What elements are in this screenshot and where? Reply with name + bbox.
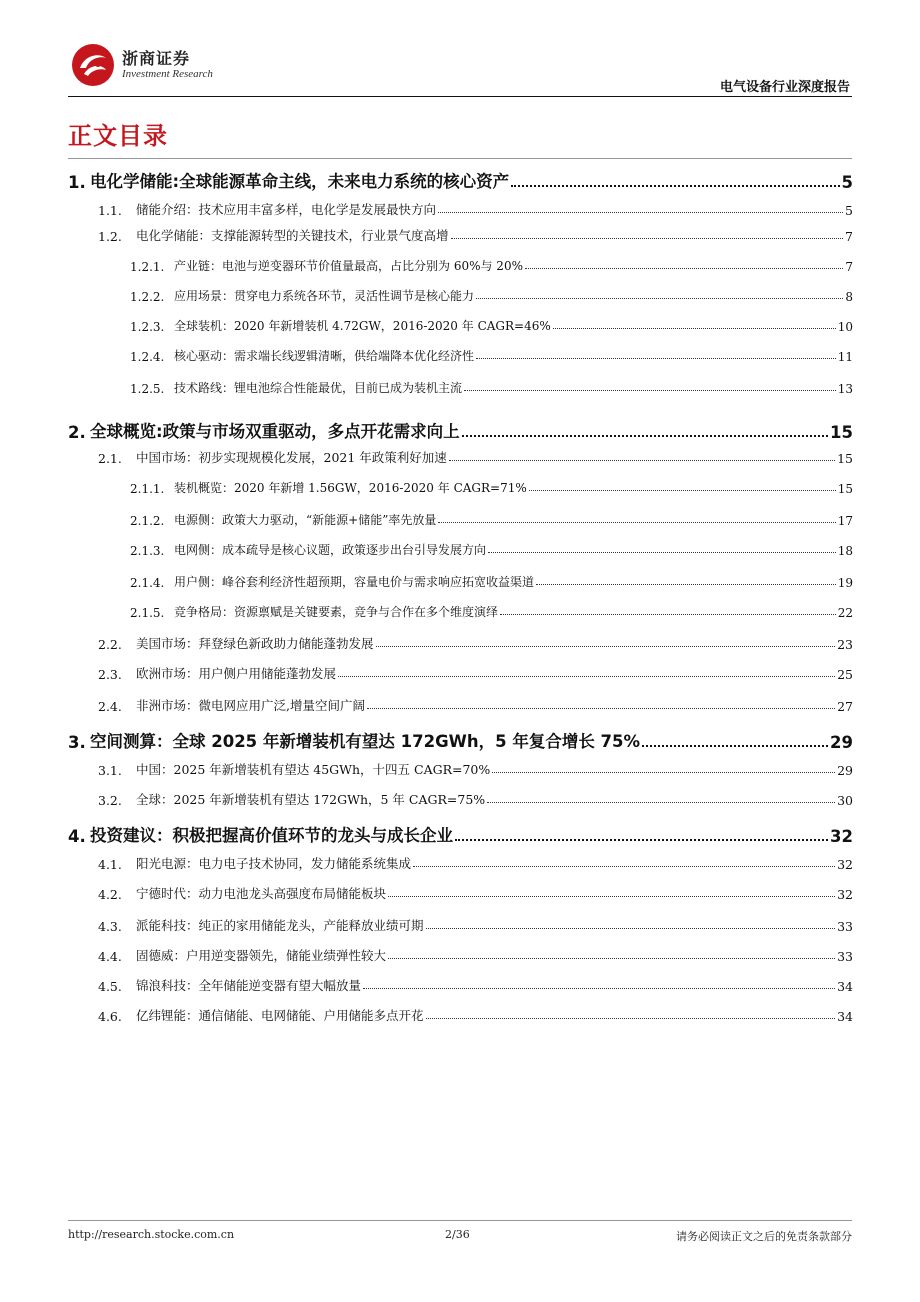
toc-entry-page: 11 bbox=[837, 350, 853, 364]
toc-entry-number: 2.1.5. bbox=[130, 606, 165, 620]
toc-entry-number: 2.1.4. bbox=[130, 576, 165, 590]
toc-entry-1-2-2[interactable] bbox=[68, 286, 853, 304]
toc-entry-number: 1.2.1. bbox=[130, 260, 165, 274]
toc-entry-4-3[interactable] bbox=[68, 916, 853, 934]
toc-entry-page: 32 bbox=[830, 827, 853, 846]
toc-entry-text: 全球装机：2020 年新增装机 4.72GW，2016-2020 年 CAGR=46% bbox=[174, 319, 551, 333]
toc-entry-page: 13 bbox=[837, 382, 853, 396]
toc-entry-text: 阳光电源：电力电子技术协同，发力储能系统集成 bbox=[136, 856, 412, 871]
toc-entry-text: 中国：2025 年新增装机有望达 45GWh，十四五 CAGR=70% bbox=[136, 762, 491, 777]
toc-entry-page: 34 bbox=[837, 1009, 853, 1024]
toc-entry-text: 电化学储能:全球能源革命主线，未来电力系统的核心资产 bbox=[90, 172, 510, 191]
report-type: 电气设备行业深度报告 bbox=[719, 80, 850, 95]
toc-leader-dots bbox=[529, 490, 836, 491]
toc-entry-text: 投资建议：积极把握高价值环节的龙头与成长企业 bbox=[90, 826, 453, 845]
toc-entry-number: 1.2.5. bbox=[130, 382, 165, 396]
toc-entry-text: 储能介绍：技术应用丰富多样，电化学是发展最快方向 bbox=[136, 202, 437, 217]
toc-entry-page: 33 bbox=[837, 949, 853, 964]
toc-entry-2-1-5[interactable] bbox=[68, 602, 853, 620]
toc-title: 正文目录 bbox=[68, 122, 168, 150]
toc-entry-text: 全球：2025 年新增装机有望达 172GWh，5 年 CAGR=75% bbox=[136, 792, 486, 807]
toc-entry-text: 全球概览:政策与市场双重驱动，多点开花需求向上 bbox=[90, 422, 460, 441]
toc-entry-page: 22 bbox=[837, 606, 853, 620]
toc-entry-number: 2.4. bbox=[98, 699, 122, 714]
toc-entry-text: 非洲市场：微电网应用广泛,增量空间广阔 bbox=[136, 698, 365, 713]
toc-entry-4[interactable] bbox=[68, 822, 853, 846]
toc-entry-2-1-2[interactable] bbox=[68, 510, 853, 528]
toc-leader-dots bbox=[388, 958, 835, 959]
toc-entry-number: 2.1.1. bbox=[130, 482, 165, 496]
toc-leader-dots bbox=[464, 390, 836, 391]
toc-entry-number: 2.1.3. bbox=[130, 544, 165, 558]
toc-entry-3[interactable] bbox=[68, 728, 853, 752]
toc-leader-dots bbox=[553, 328, 836, 329]
toc-entry-number: 2. bbox=[68, 423, 86, 442]
toc-leader-dots bbox=[451, 238, 844, 239]
toc-entry-text: 核心驱动：需求端长线逻辑清晰，供给端降本优化经济性 bbox=[174, 349, 475, 363]
toc-entry-page: 10 bbox=[837, 320, 853, 334]
toc-leader-dots bbox=[476, 358, 836, 359]
toc-leader-dots bbox=[642, 745, 828, 747]
toc-leader-dots bbox=[338, 676, 835, 677]
toc-entry-page: 15 bbox=[830, 423, 853, 442]
toc-entry-2-1[interactable] bbox=[68, 448, 853, 466]
toc-entry-number: 4.4. bbox=[98, 949, 122, 964]
toc-entry-page: 27 bbox=[837, 699, 853, 714]
toc-entry-2-4[interactable] bbox=[68, 696, 853, 714]
toc-entry-page: 32 bbox=[837, 887, 853, 902]
page-header bbox=[70, 38, 850, 98]
toc-entry-page: 15 bbox=[837, 451, 853, 466]
toc-entry-page: 34 bbox=[837, 979, 853, 994]
toc-entry-page: 33 bbox=[837, 919, 853, 934]
toc-leader-dots bbox=[500, 614, 836, 615]
toc-entry-number: 4.2. bbox=[98, 887, 122, 902]
toc-entry-3-2[interactable] bbox=[68, 790, 853, 808]
toc-entry-4-4[interactable] bbox=[68, 946, 853, 964]
toc-entry-page: 5 bbox=[845, 203, 853, 218]
toc-leader-dots bbox=[449, 460, 835, 461]
toc-entry-text: 电源侧：政策大力驱动，“新能源+储能”率先放量 bbox=[174, 513, 437, 527]
toc-entry-number: 4. bbox=[68, 827, 86, 846]
toc-leader-dots bbox=[487, 802, 835, 803]
footer-page-number: 2/36 bbox=[445, 1228, 470, 1241]
toc-entry-number: 4.5. bbox=[98, 979, 122, 994]
toc-leader-dots bbox=[438, 212, 843, 213]
toc-leader-dots bbox=[413, 866, 835, 867]
toc-entry-page: 25 bbox=[837, 667, 853, 682]
toc-leader-dots bbox=[525, 268, 843, 269]
toc-entry-number: 1.2.2. bbox=[130, 290, 165, 304]
toc-entry-page: 30 bbox=[837, 793, 853, 808]
toc-entry-4-6[interactable] bbox=[68, 1006, 853, 1024]
toc-leader-dots bbox=[492, 772, 835, 773]
toc-leader-dots bbox=[511, 185, 839, 187]
toc-entry-number: 3.2. bbox=[98, 793, 122, 808]
toc-entry-text: 技术路线：锂电池综合性能最优，目前已成为装机主流 bbox=[174, 381, 463, 395]
toc-entry-4-5[interactable] bbox=[68, 976, 853, 994]
toc-entry-page: 19 bbox=[837, 576, 853, 590]
toc-entry-text: 用户侧：峰谷套利经济性超预期，容量电价与需求响应拓宽收益渠道 bbox=[174, 575, 535, 589]
toc-entry-2-2[interactable] bbox=[68, 634, 853, 652]
toc-leader-dots bbox=[426, 928, 836, 929]
toc-entry-2[interactable] bbox=[68, 418, 853, 442]
footer-url[interactable]: http://research.stocke.com.cn bbox=[68, 1228, 235, 1241]
toc-entry-page: 8 bbox=[845, 290, 853, 304]
toc-entry-2-3[interactable] bbox=[68, 664, 853, 682]
toc-entry-number: 1. bbox=[68, 173, 86, 192]
toc-entry-1-1[interactable] bbox=[68, 200, 853, 218]
toc-entry-number: 2.1. bbox=[98, 451, 122, 466]
brand-subtitle: Investment Research bbox=[122, 68, 213, 80]
toc-leader-dots bbox=[376, 646, 836, 647]
toc-entry-1-2[interactable] bbox=[68, 226, 853, 244]
toc-entry-page: 18 bbox=[837, 544, 853, 558]
toc-entry-number: 1.1. bbox=[98, 203, 122, 218]
toc-entry-text: 宁德时代：动力电池龙头高强度布局储能板块 bbox=[136, 886, 387, 901]
toc-entry-text: 美国市场：拜登绿色新政助力储能蓬勃发展 bbox=[136, 636, 374, 651]
toc-entry-number: 4.6. bbox=[98, 1009, 122, 1024]
toc-entry-page: 29 bbox=[830, 733, 853, 752]
stocke-logo-icon bbox=[70, 42, 116, 88]
toc-entry-4-1[interactable] bbox=[68, 854, 853, 872]
toc-entry-2-1-3[interactable] bbox=[68, 540, 853, 558]
toc-divider bbox=[68, 158, 852, 159]
toc-entry-text: 产业链：电池与逆变器环节价值量最高，占比分别为 60%与 20% bbox=[174, 259, 523, 273]
toc-entry-number: 1.2. bbox=[98, 229, 122, 244]
toc-entry-text: 空间测算：全球 2025 年新增装机有望达 172GWh，5 年复合增长 75% bbox=[90, 732, 641, 751]
toc-entry-page: 15 bbox=[837, 482, 853, 496]
toc-entry-text: 电网侧：成本疏导是核心议题，政策逐步出台引导发展方向 bbox=[174, 543, 487, 557]
toc-entry-text: 装机概览：2020 年新增 1.56GW，2016-2020 年 CAGR=71% bbox=[174, 481, 527, 495]
toc-leader-dots bbox=[476, 298, 843, 299]
toc-entry-number: 4.1. bbox=[98, 857, 122, 872]
toc-entry-number: 2.1.2. bbox=[130, 514, 165, 528]
toc-entry-page: 17 bbox=[837, 514, 853, 528]
toc-entry-text: 亿纬锂能：通信储能、电网储能、户用储能多点开花 bbox=[136, 1008, 424, 1023]
toc-leader-dots bbox=[363, 988, 835, 989]
toc-entry-page: 7 bbox=[845, 229, 853, 244]
toc-entry-page: 23 bbox=[837, 637, 853, 652]
toc-leader-dots bbox=[438, 522, 835, 523]
footer-disclaimer: 请务必阅读正文之后的免责条款部分 bbox=[676, 1230, 852, 1243]
toc-entry-text: 派能科技：纯正的家用储能龙头，产能释放业绩可期 bbox=[136, 918, 424, 933]
header-divider bbox=[68, 96, 852, 97]
toc-leader-dots bbox=[462, 435, 828, 437]
toc-entry-page: 7 bbox=[845, 260, 853, 274]
toc-entry-number: 3. bbox=[68, 733, 86, 752]
toc-leader-dots bbox=[488, 552, 836, 553]
toc-entry-page: 5 bbox=[841, 173, 853, 192]
toc-entry-1-2-4[interactable] bbox=[68, 346, 853, 364]
toc-leader-dots bbox=[455, 839, 828, 841]
toc-entry-number: 4.3. bbox=[98, 919, 122, 934]
toc-entry-1-2-1[interactable] bbox=[68, 256, 853, 274]
toc-entry-2-1-4[interactable] bbox=[68, 572, 853, 590]
toc-entry-text: 竞争格局：资源禀赋是关键要素，竞争与合作在多个维度演绎 bbox=[174, 605, 499, 619]
toc-entry-3-1[interactable] bbox=[68, 760, 853, 778]
toc-entry-number: 2.3. bbox=[98, 667, 122, 682]
toc-entry-text: 电化学储能：支撑能源转型的关键技术，行业景气度高增 bbox=[136, 228, 449, 243]
toc-entry-1[interactable] bbox=[68, 168, 853, 192]
toc-leader-dots bbox=[536, 584, 836, 585]
toc-entry-text: 锦浪科技：全年储能逆变器有望大幅放量 bbox=[136, 978, 362, 993]
toc-entry-text: 欧洲市场：用户侧户用储能蓬勃发展 bbox=[136, 666, 337, 681]
toc-entry-text: 固德威：户用逆变器领先，储能业绩弹性较大 bbox=[136, 948, 387, 963]
toc-entry-text: 中国市场：初步实现规模化发展，2021 年政策利好加速 bbox=[136, 450, 447, 465]
toc-leader-dots bbox=[367, 708, 835, 709]
toc-entry-number: 2.2. bbox=[98, 637, 122, 652]
toc-entry-1-2-5[interactable] bbox=[68, 378, 853, 396]
toc-leader-dots bbox=[426, 1018, 836, 1019]
toc-entry-4-2[interactable] bbox=[68, 884, 853, 902]
footer-divider bbox=[68, 1220, 852, 1221]
brand-name: 浙商证券 bbox=[122, 49, 191, 68]
toc-entry-number: 1.2.3. bbox=[130, 320, 165, 334]
toc-entry-1-2-3[interactable] bbox=[68, 316, 853, 334]
toc-entry-page: 32 bbox=[837, 857, 853, 872]
toc-leader-dots bbox=[388, 896, 835, 897]
toc-entry-page: 29 bbox=[837, 763, 853, 778]
toc-entry-number: 3.1. bbox=[98, 763, 122, 778]
toc-entry-2-1-1[interactable] bbox=[68, 478, 853, 496]
toc-entry-number: 1.2.4. bbox=[130, 350, 165, 364]
toc-entry-text: 应用场景：贯穿电力系统各环节，灵活性调节是核心能力 bbox=[174, 289, 475, 303]
